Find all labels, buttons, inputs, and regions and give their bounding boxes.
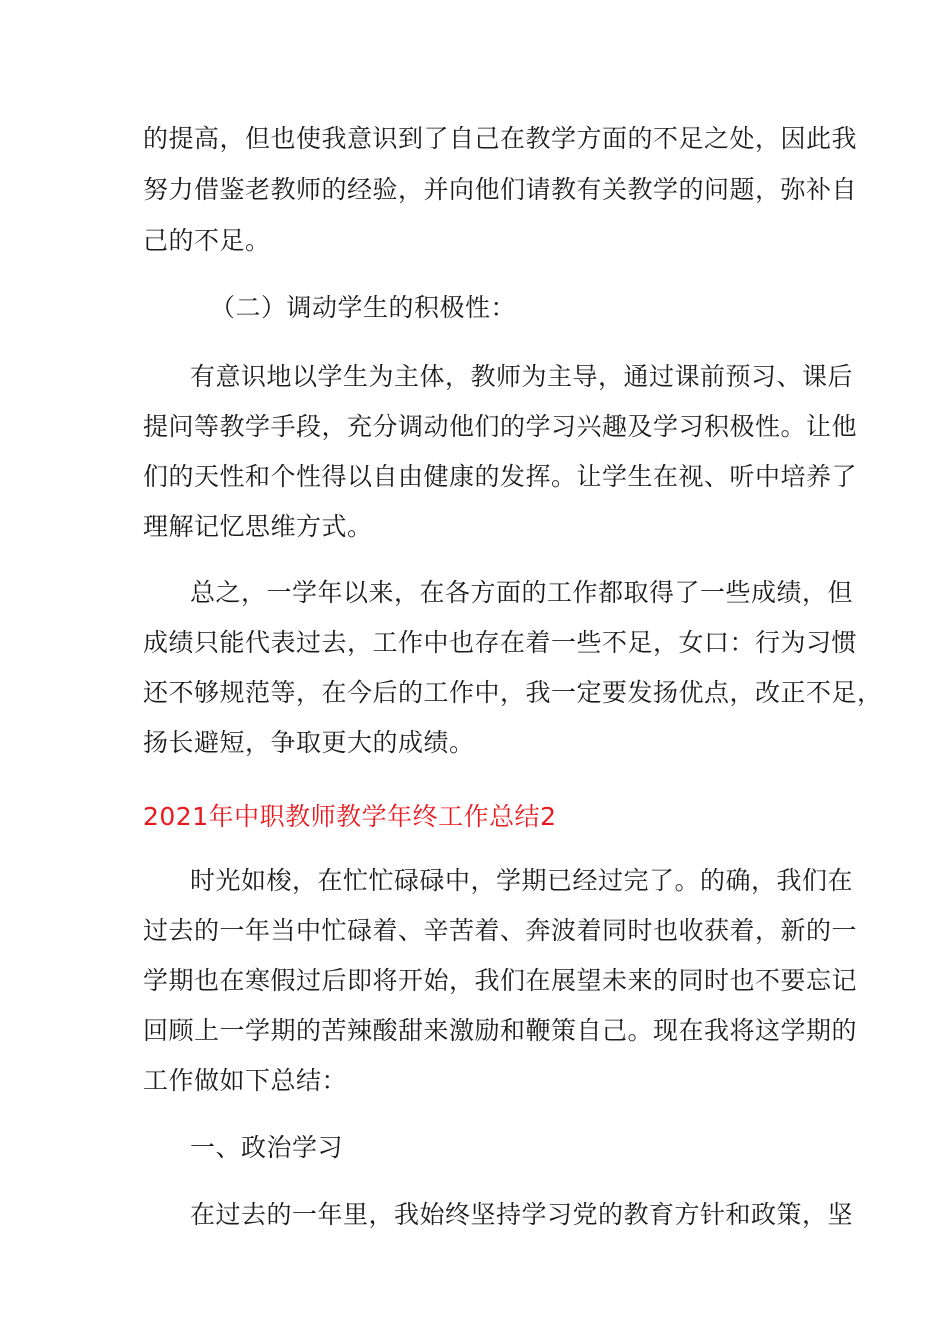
paragraph-line: 们的天性和个性得以自由健康的发挥。让学生在视、听中培养了 bbox=[143, 462, 858, 491]
paragraph-line: 己的不足。 bbox=[143, 226, 271, 255]
paragraph-line: 学期也在寒假过后即将开始，我们在展望未来的同时也不要忘记 bbox=[143, 966, 858, 995]
paragraph-line: 有意识地以学生为主体，教师为主导，通过课前预习、课后 bbox=[190, 362, 854, 391]
paragraph-line: 成绩只能代表过去，工作中也存在着一些不足，女口：行为习惯 bbox=[143, 628, 858, 657]
paragraph-line: 还不够规范等，在今后的工作中，我一定要发扬优点，改正不足， bbox=[143, 678, 883, 707]
paragraph-line: 过去的一年当中忙碌着、辛苦着、奔波着同时也收获着，新的一 bbox=[143, 916, 858, 945]
paragraph-line: 理解记忆思维方式。 bbox=[143, 512, 373, 541]
paragraph-line: 在过去的一年里，我始终坚持学习党的教育方针和政策，坚 bbox=[190, 1200, 854, 1229]
paragraph-line: 的提高，但也使我意识到了自己在教学方面的不足之处，因此我 bbox=[143, 124, 858, 153]
section-title: 2021年中职教师教学年终工作总结2 bbox=[143, 802, 557, 831]
paragraph-line: 时光如梭，在忙忙碌碌中，学期已经过完了。的确，我们在 bbox=[190, 866, 854, 895]
paragraph-line: 回顾上一学期的苦辣酸甜来激励和鞭策自己。现在我将这学期的 bbox=[143, 1016, 858, 1045]
paragraph-line: 努力借鉴老教师的经验，并向他们请教有关教学的问题，弥补自 bbox=[143, 175, 858, 204]
paragraph-line: 提问等教学手段，充分调动他们的学习兴趣及学习积极性。让他 bbox=[143, 412, 858, 441]
paragraph-line: 扬长避短，争取更大的成绩。 bbox=[143, 728, 475, 757]
paragraph-line: 工作做如下总结： bbox=[143, 1066, 348, 1095]
paragraph-line: 总之，一学年以来，在各方面的工作都取得了一些成绩，但 bbox=[190, 578, 854, 607]
subheading: 一、政治学习 bbox=[190, 1133, 344, 1162]
subheading: （二）调动学生的积极性： bbox=[210, 293, 517, 322]
